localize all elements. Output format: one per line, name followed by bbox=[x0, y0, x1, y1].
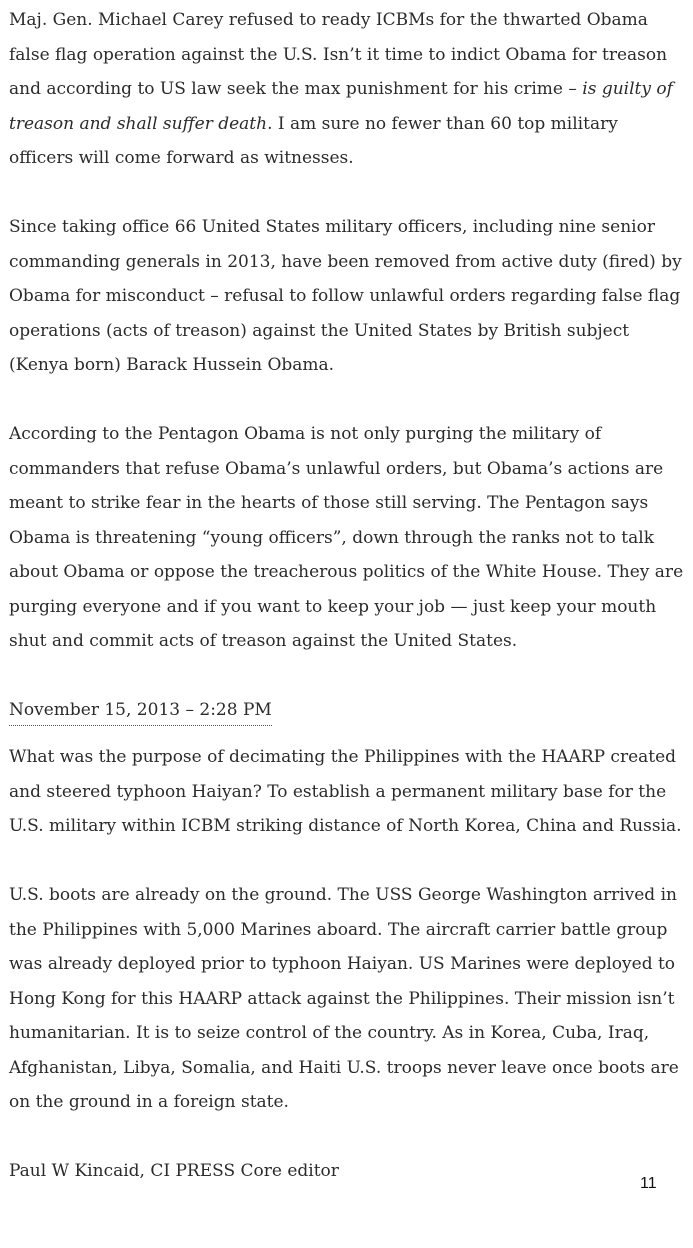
paragraph-carey-emphasis: is guilty of treason and shall suffer death bbox=[9, 79, 673, 134]
paragraph-philippines: What was the purpose of decimating the Philippines with the HAARP created and steered typhoon Haiyan? To establish a permanent military base for the U.S. military within ICBM striking distance of North Korea, China and Russia. bbox=[9, 747, 682, 836]
comment-timestamp-link[interactable]: November 15, 2013 – 2:28 PM bbox=[9, 695, 272, 726]
paragraph-carey bbox=[9, 3, 685, 176]
paragraph-pentagon: According to the Pentagon Obama is not only purging the military of commanders that refuse Obama’s unlawful orders, but Obama’s actions are meant to strike fear in the hearts of those still serving. The Pentagon says Obama is threatening “young officers”, down through the ranks not to talk about Obama or oppose the treacherous politics of the White House. They are purging everyone and if you want to keep your job — just keep your mouth shut and commit acts of treason against the United States. bbox=[9, 424, 684, 651]
article-body bbox=[9, 3, 685, 1189]
paragraph-boots: U.S. boots are already on the ground. The USS George Washington arrived in the Philippines with 5,000 Marines aboard. The aircraft carrier battle group was already deployed prior to typhoon Haiyan. US Marines were deployed to Hong Kong for this HAARP attack against the Philippines. Their mission isn’t humanitarian. It is to seize control of the country. As in Korea, Cuba, Iraq, Afghanistan, Libya, Somalia, and Haiti U.S. troops never leave once boots are on the ground in a foreign state. bbox=[9, 885, 679, 1112]
page-number: 11 bbox=[640, 1175, 657, 1192]
paragraph-carey-text-end: . I am sure no fewer than 60 top military officers will come forward as witnesses. bbox=[9, 113, 618, 168]
timestamp-row bbox=[9, 693, 685, 736]
paragraph-carey-text-start: Maj. Gen. Michael Carey refused to ready ICBMs for the thwarted Obama false flag operation against the U.S. Isn’t it time to indict Obama for treason and according to US law seek the max punishment for his crime – bbox=[9, 10, 668, 99]
paragraph-officers: Since taking office 66 United States military officers, including nine senior commanding generals in 2013, have been removed from active duty (fired) by Obama for misconduct – refusal to follow unlawful orders regarding false flag operations (acts of treason) against the United States by British subject (Kenya born) Barack Hussein Obama. bbox=[9, 217, 682, 375]
author-signature: Paul W Kincaid, CI PRESS Core editor bbox=[9, 1161, 339, 1181]
